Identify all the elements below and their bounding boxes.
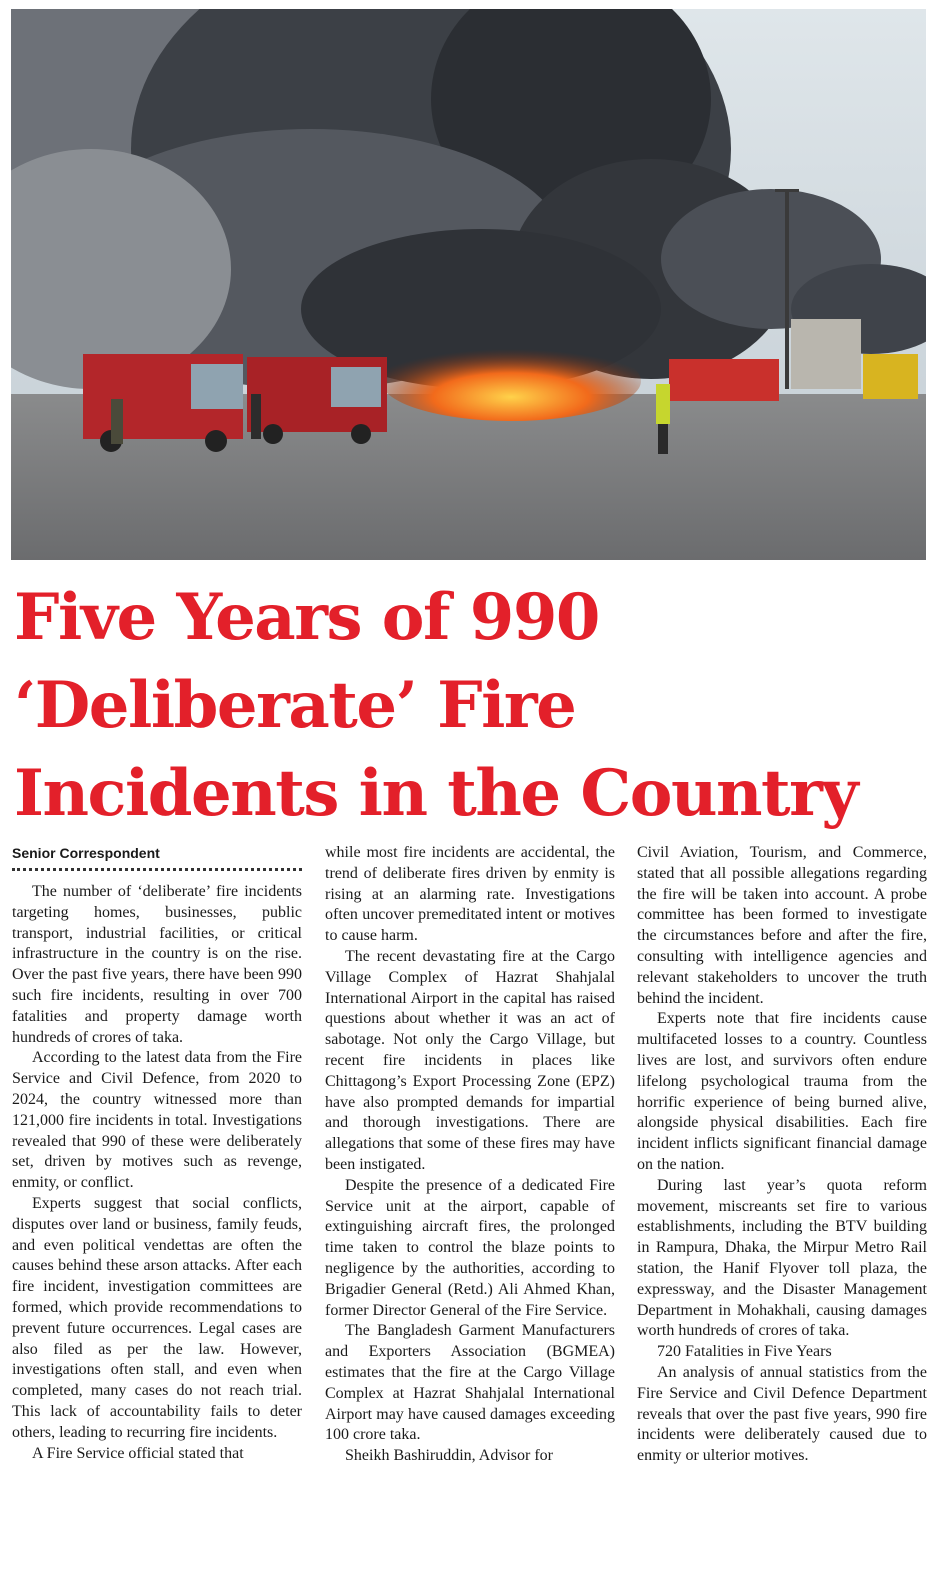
article-paragraph: The Bangladesh Garment Manufacturers and Exporters Association (BGMEA) estimates that the fire at the Cargo Village Complex at Hazrat Shahjalal International Airport may have caused damages exceeding 100 crore taka.: [325, 1322, 615, 1444]
article-paragraph: Despite the presence of a dedicated Fire Service unit at the airport, capable of extinguishing aircraft fires, the prolonged time taken to control the blaze points to negligence by the authorities, according to Brigadier General (Retd.) Ali Ahmed Khan, former Director General of the Fire Service.: [325, 1176, 615, 1319]
headline-line-1: Five Years of 990: [14, 580, 599, 655]
article-column-2: [325, 843, 615, 1581]
article-paragraph: Sheikh Bashiruddin, Advisor for: [345, 1447, 553, 1465]
article-paragraph: The recent devastating fire at the Cargo Village Complex of Hazrat Shahjalal International Airport in the capital has raised questions about whether it was an act of sabotage. Not only the Cargo Village, but recent fire incidents in places like Chittagong’s Export Processing Zone (EPZ) have also prompted demands for impartial and thorough investigations. There are allegations that some of these fires may have been instigated.: [325, 947, 615, 1173]
headline-line-3: Incidents in the Country: [14, 756, 857, 831]
article-paragraph: An analysis of annual statistics from the Fire Service and Civil Defence Department reveals that over the past five years, 990 fire incidents were deliberately caused due to enmity or ulterior motives.: [637, 1363, 927, 1465]
article-paragraph: while most fire incidents are accidental, the trend of deliberate fires driven by enmity is rising at an alarming rate. Investigations often uncover premeditated intent or motives to cause harm.: [325, 844, 615, 945]
headline-line-2: ‘Deliberate’ Fire: [14, 668, 576, 743]
article-paragraph: Experts suggest that social conflicts, disputes over land or business, family feuds, and even political vendettas are often the causes behind these arson attacks. After each fire incident, investigation committees are formed, which provide recommendations to prevent future occurrences. Legal cases are also filed as per the law. However, investigations often stall, and even when completed, many cases do not reach trial. This lack of accountability fails to deter others, leading to recurring fire incidents.: [12, 1194, 302, 1441]
section-subhead: 720 Fatalities in Five Years: [657, 1343, 832, 1361]
byline: Senior Correspondent: [12, 843, 302, 871]
fire-scene-photo: [11, 9, 926, 560]
article-paragraph: According to the latest data from the Fire Service and Civil Defence, from 2020 to 2024, the country witnessed more than 121,000 fire incidents in total. Investigations revealed that 990 of these were deliberately set, driven by motives such as revenge, enmity, or conflict.: [12, 1049, 302, 1192]
article-paragraph: The number of ‘deliberate’ fire incidents targeting homes, businesses, public transport, industrial facilities, or critical infrastructure in the country is on the rise. Over the past five years, there have been 990 such fire incidents, resulting in over 700 fatalities and property damage worth hundreds of crores of taka.: [12, 883, 302, 1046]
article-column-3: [637, 843, 927, 1581]
article-paragraph: Experts note that fire incidents cause multifaceted losses to a country. Countless lives are lost, and survivors often endure lifelong psychological trauma from the horrific experience of being burned alive, alongside physical disabilities. Each fire incident inflicts significant financial damage on the nation.: [637, 1010, 927, 1173]
article-paragraph: Civil Aviation, Tourism, and Commerce, stated that all possible allegations regarding the fire will be taken into account. A probe committee has been formed to investigate the circumstances before and after the fire, consulting with intelligence agencies and relevant stakeholders to uncover the truth behind the incident.: [637, 844, 927, 1007]
headline: [14, 574, 934, 838]
article-column-1: [12, 843, 302, 1581]
article-paragraph: A Fire Service official stated that: [32, 1444, 244, 1462]
article-paragraph: During last year’s quota reform movement, miscreants set fire to various establishments, including the BTV building in Rampura, Dhaka, the Mirpur Metro Rail station, the Hanif Flyover toll plaza, the expressway, and the Disaster Management Department in Mohakhali, causing damages worth hundreds of crores of taka.: [637, 1176, 927, 1340]
